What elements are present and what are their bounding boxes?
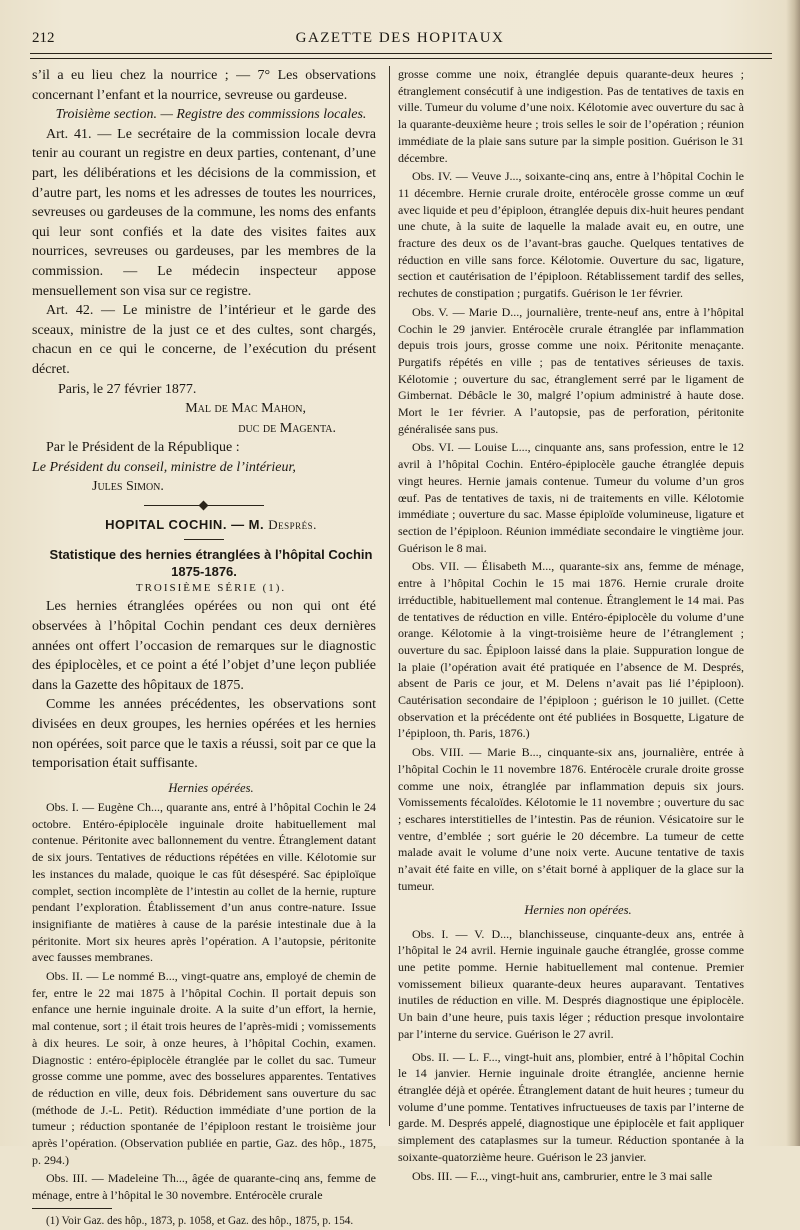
right-column — [398, 66, 744, 1184]
section-heading: Troisième section. — Registre des commissions locales. — [55, 107, 367, 123]
article-42: Art. 42. — Le ministre de l’intérieur et le garde des sceaux, ministre de la just ce et des cultes, sont chargés, chacun en ce qui le concerne, de l’exécution du présent décret. — [32, 303, 376, 377]
author-name: Després. — [268, 517, 317, 533]
observation-1: Obs. I. — Eugène Ch..., quarante ans, entré à l’hôpital Cochin le 24 octobre. Entéro-épiplocèle inguinale droite habituellement mal contenue. Péritonite avec ballonnement du ventre. Étranglement datant de six jours. Tentatives de réductions répétées en ville. Kélotomie sur les instances du malade, quoique le cas fût désespéré. Sac épiploïque complet, section incomplète de l’intestin au collet de la hernie, rupture pendant l’exploration. Établissement d’un anus contre-nature. Issue insignifiante de matières à cause de la parésie intestinale due à la péritonite. Mort six heures après l’opération. A l’autopsie, péritonite avec fausses membranes. — [32, 800, 376, 965]
column-divider — [389, 66, 390, 1126]
observation-8: Obs. VIII. — Marie B..., cinquante-six ans, journalière, entrée à l’hôpital Cochin le 11 novembre 1876. Entérocèle crurale droite grosse comme une noix, étranglée par inflammation depuis six jours. Vomissements fécaloïdes. Kélotomie le 11 novembre ; ouverture du sac ; eschares interstitielles de l’intestin. Pas de réunion. Vésicatoire sur le ventre, d’emblée ; sort guérie le 20 décembre. La tumeur de cette malade avait le volume d’une noix verte. Aucune tentative de taxis n’avait été faite en ville, on s’était borné à appliquer de la glace sur la tumeur. — [398, 745, 744, 893]
subsection-heading: Hernies opérées. — [168, 780, 254, 795]
intro-paragraph-1: Les hernies étranglées opérées ou non qui ont été observées à l’hôpital Cochin pendant ces deux dernières années ont offert l’occasion de remarques sur le diagnostic des épiplocèles, et ce point a été l’objet d’une leçon publiée dans la Gazette des hôpitaux de 1875. — [32, 599, 376, 693]
observation-4: Obs. IV. — Veuve J..., soixante-cinq ans, entre à l’hôpital Cochin le 11 décembre. Hernie crurale droite, entérocèle grosse comme un œuf avec liquide et peu d’épiploon, étranglée depuis dix-huit heures pendant une chute, à la suite de laquelle la malade avait eu, en outre, une fracture des deux os de l’avant-bras gauche. Quelques tentatives de réduction en ville sans force. Kélotomie. Ouverture du sac, ligature, section et cautérisation de l’épiploon. Rétablissement tardif des selles, rechutes de constipation ; purgatifs. Guérison le 1er février. — [398, 169, 744, 301]
observation-7: Obs. VII. — Élisabeth M..., quarante-six ans, femme de ménage, entre à l’hôpital Cochin le 15 mai 1876. Hernie crurale droite irréductible, habituellement mal contenue. Étranglement le 14 mai. Pas de tentatives de réduction en ville. Entéro-épiplocèle du volume d’une orange. Kélotomie à la vingt-troisième heure de l’étranglement ; ouverture du sac. Épiploon laissé dans la plaie. Suppuration longue de la plaie (l’opération avait été pratiquée en l’absence de M. Després, absent de Paris ce jour, et M. Delens n’avait pas lié l’épiploon). Cautérisation secondaire de l’épiploon ; guérison le 10 juillet. (Cette observation et la précédente ont été publiées in Bosquette, Ligature de l’épiploon, th. Paris, 1876.) — [398, 559, 744, 741]
short-rule — [184, 539, 224, 540]
hospital-name: HOPITAL COCHIN. — [105, 517, 227, 533]
article-title: Statistique des hernies étranglées à l’hôpital Cochin 1875-1876. — [49, 547, 373, 580]
par-le-president: Par le Président de la République : — [46, 440, 240, 456]
article-41: Art. 41. — Le secrétaire de la commission locale devra tenir au courant un registre en deux parties, contenant, d’une part, les délibérations et les décisions de la commission, et d’autre part, les noms et les adresses de toutes les nourrices, sevreuses ou gardeuses de la commune, les noms des enfants qui leur sont confiés et la date des visites faites aux nourrices, sevreuses ou gardeuses, par les membres de la commission. — Le médecin inspecteur appose mensuellement son visa sur ce registre. — [32, 126, 376, 299]
observation-6: Obs. VI. — Louise L..., cinquante ans, sans profession, entre le 12 avril à l’hôpital Cochin. Entéro-épiplocèle gauche étranglée depuis vingt heures. Hernie jamais contenue. Tumeur du volume d’un gros œuf. Pas de tentatives de taxis, ni de traitements en ville. Kélotomie immédiate ; ouverture du sac. Masse épiploïde volumineuse, ligature et section de l’épiploon. Réunion immédiate secondaire le vingtième jour. Guérison le 8 mai. — [398, 440, 744, 555]
non-operated-observation-3: Obs. III. — F..., vingt-huit ans, cambrurier, entre le 3 mai salle — [412, 1168, 713, 1183]
non-operated-observation-2: Obs. II. — L. F..., vingt-huit ans, plombier, entré à l’hôpital Cochin le 14 janvier. Hernie inguinale droite étranglée, ancienne hernie étranglée déjà et opérée. Étranglement datant de huit heures ; tumeur du volume d’une pomme. Tentatives infructueuses de taxis par l’interne de garde. M. Després appelé, diagnostique une épiplocèle et fait appliquer simplement des cataplasmes sur la tumeur. Réduction spontanée à la soixante-quatorzième heure. Guérison le 23 janvier. — [398, 1049, 744, 1164]
subsection-heading-non-operees: Hernies non opérées. — [524, 903, 632, 918]
observation-2: Obs. II. — Le nommé B..., vingt-quatre ans, employé de chemin de fer, entre le 22 mai 1875 à l’hôpital Cochin. Il portait depuis son enfance une hernie inguinale droite. A la suite d’un effort, la hernie, mal contenue, sort ; il était trois heures de l’après-midi ; vomissements à dix heures. Le soir, à onze heures, à l’hôpital Cochin, examen. Diagnostic : entéro-épiplocèle étranglée par le collet du sac. Tumeur grosse comme une pomme, avec des bosselures apparentes. Tentatives de réduction en ville, deux fois. Débridement sans ouverture du sac (méthode de J.-L. Petit). Réduction immédiate d’une portion de la tumeur ; réduction spontanée de l’épiploon restant le troisième jour après l’opération. (Observation publiée en partie, Gaz. des hôp., 1875, p. 294.) — [32, 969, 376, 1167]
observation-5: Obs. V. — Marie D..., journalière, trente-neuf ans, entre à l’hôpital Cochin le 29 janvier. Entérocèle crurale étranglée par inflammation depuis trois jours, grosse comme une noix. Péritonite menaçante. Purgatifs répétés en ville ; pas de tentatives sérieuses de taxis. Kélotomie ; ouverture du sac, étranglement serré par le ligament de Gimbernat. Débâcle le 30, malgré l’opium administré à haute dose. Mort le 1er février. A l’autopsie, pas de perforation, péritonite généralisée sans pus. — [398, 304, 744, 436]
article-heading — [32, 516, 376, 533]
left-column — [32, 66, 376, 1230]
heading-dash: — M. — [231, 517, 265, 533]
running-title: GAZETTE DES HOPITAUX — [295, 30, 505, 46]
page-header — [20, 30, 780, 52]
header-rule — [30, 53, 772, 59]
series-label: TROISIÈME SÉRIE (1). — [135, 582, 287, 595]
footnote: (1) Voir Gaz. des hôp., 1873, p. 1058, et Gaz. des hôp., 1875, p. 154. — [46, 1214, 354, 1227]
signature-simon: Jules Simon. — [92, 479, 164, 495]
signature-line-1: Mal de Mac Mahon, — [185, 401, 306, 417]
non-operated-observation-1: Obs. I. — V. D..., blanchisseuse, cinquante-deux ans, entrée à l’hôpital le 24 avril. Hernie inguinale gauche étranglée, grosse comme une petite pomme. Hernie habituellement mal contenue. Premier vomissement bilieux quarante-deux heures auparavant. Tentatives inutiles de réduction en ville. M. Després diagnostique une épiplocèle. Un bain d’une heure, puis taxis léger ; réduction presque involontaire par l’interne du service. Guérison le 27 avril. — [398, 926, 744, 1041]
section-separator — [144, 505, 264, 506]
page-number: 212 — [32, 30, 55, 46]
page-edge-shadow — [786, 0, 800, 1146]
intro-paragraph-2: Comme les années précédentes, les observations sont divisées en deux groupes, les hernies opérées et les hernies non opérées, soit parce que le taxis a réussi, soit par ce que la temporisation était suffisante. — [32, 697, 376, 772]
paragraph: s’il a eu lieu chez la nourrice ; — 7° Les observations concernant l’enfant et la nourrice, sevreuse ou gardeuse. — [32, 68, 376, 103]
observation-3-continued: grosse comme une noix, étranglée depuis quarante-deux heures ; étranglement consécutif à une indigestion. Pas de tentatives de taxis en ville. Tumeur du volume d’une noix. Kélotomie avec ouverture du sac à la quarante-deuxième heure ; trois selles le soir de l’opération ; réunion immédiate de la plaie sans suture par la simple position. Guérison le 31 décembre. — [398, 67, 744, 165]
observation-3: Obs. III. — Madeleine Th..., âgée de quarante-cinq ans, femme de ménage, entre à l’hôpital le 30 novembre. Entérocèle crurale — [32, 1171, 376, 1203]
decree-date: Paris, le 27 février 1877. — [58, 381, 197, 397]
footnote-rule — [32, 1208, 112, 1209]
signature-line-2: duc de Magenta. — [238, 420, 336, 436]
president-du-conseil: Le Président du conseil, ministre de l’intérieur, — [32, 459, 296, 475]
